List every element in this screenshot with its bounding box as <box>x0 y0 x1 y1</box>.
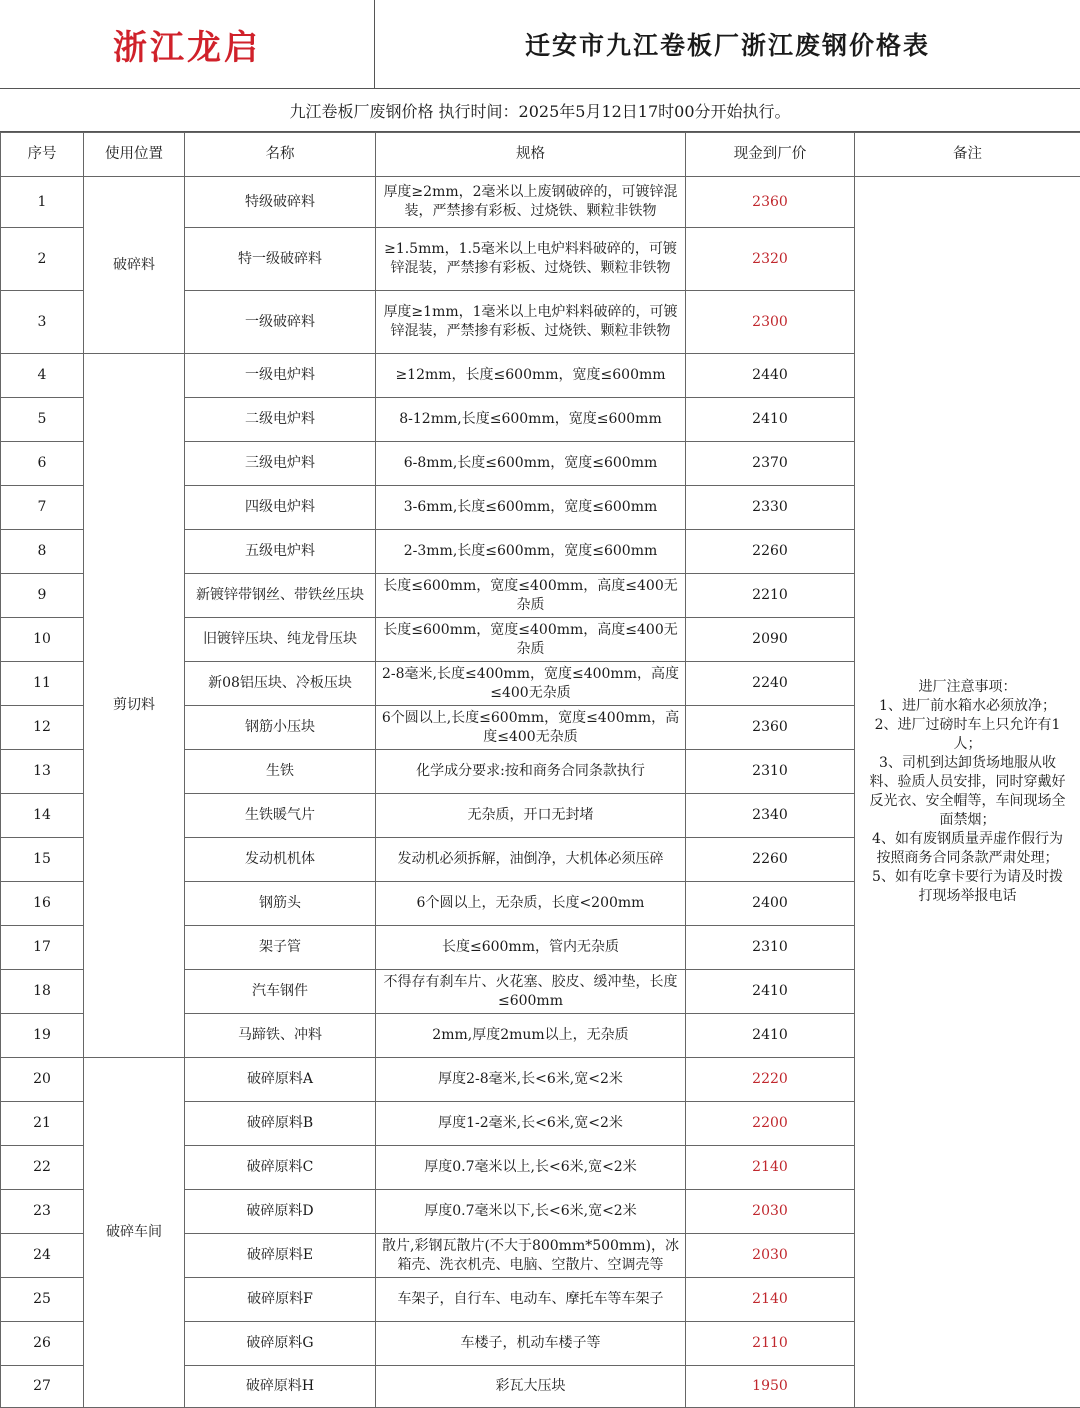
item-name: 生铁 <box>185 750 376 794</box>
item-price: 2030 <box>686 1234 855 1278</box>
item-spec: 6个圆以上,长度≤600mm，宽度≤400mm，高度≤400无杂质 <box>376 706 686 750</box>
item-spec: 长度≤600mm，宽度≤400mm，高度≤400无杂质 <box>376 574 686 618</box>
table-row <box>1 177 1080 228</box>
column-header-price: 现金到厂价 <box>686 133 855 177</box>
item-price: 2340 <box>686 794 855 838</box>
row-index: 7 <box>1 486 84 530</box>
item-name: 旧镀锌压块、纯龙骨压块 <box>185 618 376 662</box>
row-index: 5 <box>1 398 84 442</box>
item-spec: 2mm,厚度2mum以上，无杂质 <box>376 1014 686 1058</box>
note-item: 4、如有废钢质量弄虚作假行为按照商务合同条款严肃处理； <box>869 830 1066 868</box>
column-header-spec: 规格 <box>376 133 686 177</box>
row-index: 27 <box>1 1366 84 1408</box>
item-price: 2220 <box>686 1058 855 1102</box>
item-spec: 无杂质，开口无封堵 <box>376 794 686 838</box>
item-price: 2410 <box>686 970 855 1014</box>
item-name: 破碎原料A <box>185 1058 376 1102</box>
item-name: 破碎原料E <box>185 1234 376 1278</box>
item-name: 破碎原料B <box>185 1102 376 1146</box>
table-body <box>1 177 1080 1408</box>
item-spec: 3-6mm,长度≤600mm，宽度≤600mm <box>376 486 686 530</box>
brand-logo-text: 浙江龙启 <box>0 0 375 88</box>
item-name: 破碎原料G <box>185 1322 376 1366</box>
item-price: 2360 <box>686 706 855 750</box>
item-spec: 发动机必须拆解，油倒净，大机体必须压碎 <box>376 838 686 882</box>
item-name: 破碎原料H <box>185 1366 376 1408</box>
row-index: 14 <box>1 794 84 838</box>
item-spec: 6-8mm,长度≤600mm，宽度≤600mm <box>376 442 686 486</box>
item-name: 一级电炉料 <box>185 354 376 398</box>
item-name: 破碎原料D <box>185 1190 376 1234</box>
column-header-index: 序号 <box>1 133 84 177</box>
row-index: 17 <box>1 926 84 970</box>
execution-time-line: 九江卷板厂废钢价格 执行时间：2025年5月12日17时00分开始执行。 <box>0 89 1080 132</box>
item-price: 2370 <box>686 442 855 486</box>
note-item: 1、进厂前水箱水必须放净； <box>869 697 1066 716</box>
item-spec: 厚度0.7毫米以下,长<6米,宽<2米 <box>376 1190 686 1234</box>
row-index: 26 <box>1 1322 84 1366</box>
item-spec: 8-12mm,长度≤600mm，宽度≤600mm <box>376 398 686 442</box>
item-price: 2440 <box>686 354 855 398</box>
row-index: 9 <box>1 574 84 618</box>
item-price: 2090 <box>686 618 855 662</box>
item-name: 发动机机体 <box>185 838 376 882</box>
note-item: 2、进厂过磅时车上只允许有1人； <box>869 716 1066 754</box>
item-spec: 厚度2-8毫米,长<6米,宽<2米 <box>376 1058 686 1102</box>
row-index: 4 <box>1 354 84 398</box>
location-group: 破碎车间 <box>84 1058 185 1408</box>
item-spec: ≥1.5mm，1.5毫米以上电炉料料破碎的，可镀锌混装，严禁掺有彩板、过烧铁、颗粒非铁物 <box>376 228 686 291</box>
location-group: 破碎料 <box>84 177 185 354</box>
item-spec: 长度≤600mm，管内无杂质 <box>376 926 686 970</box>
item-spec: 车架子，自行车、电动车、摩托车等车架子 <box>376 1278 686 1322</box>
row-index: 23 <box>1 1190 84 1234</box>
item-name: 三级电炉料 <box>185 442 376 486</box>
item-price: 2260 <box>686 838 855 882</box>
item-price: 2310 <box>686 926 855 970</box>
item-price: 2110 <box>686 1322 855 1366</box>
row-index: 8 <box>1 530 84 574</box>
notes-cell <box>855 177 1080 1408</box>
item-spec: 车楼子，机动车楼子等 <box>376 1322 686 1366</box>
page-title: 迁安市九江卷板厂浙江废钢价格表 <box>375 0 1080 88</box>
row-index: 11 <box>1 662 84 706</box>
row-index: 20 <box>1 1058 84 1102</box>
row-index: 12 <box>1 706 84 750</box>
item-spec: 厚度0.7毫米以上,长<6米,宽<2米 <box>376 1146 686 1190</box>
item-spec: 厚度≥1mm，1毫米以上电炉料料破碎的，可镀锌混装，严禁掺有彩板、过烧铁、颗粒非铁物 <box>376 291 686 354</box>
item-price: 2140 <box>686 1146 855 1190</box>
row-index: 10 <box>1 618 84 662</box>
notes-heading: 进厂注意事项： <box>869 678 1066 697</box>
row-index: 22 <box>1 1146 84 1190</box>
row-index: 3 <box>1 291 84 354</box>
item-name: 新镀锌带钢丝、带铁丝压块 <box>185 574 376 618</box>
item-name: 钢筋头 <box>185 882 376 926</box>
item-price: 2410 <box>686 398 855 442</box>
note-item: 3、司机到达卸货场地服从收料、验质人员安排，同时穿戴好反光衣、安全帽等，车间现场全面禁烟； <box>869 754 1066 830</box>
item-price: 2360 <box>686 177 855 228</box>
row-index: 16 <box>1 882 84 926</box>
item-spec: ≥12mm，长度≤600mm，宽度≤600mm <box>376 354 686 398</box>
item-spec: 厚度1-2毫米,长<6米,宽<2米 <box>376 1102 686 1146</box>
item-name: 汽车钢件 <box>185 970 376 1014</box>
item-spec: 长度≤600mm，宽度≤400mm，高度≤400无杂质 <box>376 618 686 662</box>
row-index: 19 <box>1 1014 84 1058</box>
sheet-header <box>0 0 1080 89</box>
column-header-name: 名称 <box>185 133 376 177</box>
item-name: 破碎原料F <box>185 1278 376 1322</box>
row-index: 2 <box>1 228 84 291</box>
item-name: 钢筋小压块 <box>185 706 376 750</box>
item-price: 2400 <box>686 882 855 926</box>
row-index: 25 <box>1 1278 84 1322</box>
item-price: 2260 <box>686 530 855 574</box>
item-spec: 散片,彩钢瓦散片(不大于800mm*500mm)，冰箱壳、洗衣机壳、电脑、空散片、空调壳等 <box>376 1234 686 1278</box>
item-spec: 不得存有刹车片、火花塞、胶皮、缓冲垫，长度≤600mm <box>376 970 686 1014</box>
item-price: 2300 <box>686 291 855 354</box>
item-spec: 2-3mm,长度≤600mm，宽度≤600mm <box>376 530 686 574</box>
item-name: 五级电炉料 <box>185 530 376 574</box>
row-index: 6 <box>1 442 84 486</box>
row-index: 18 <box>1 970 84 1014</box>
note-item: 5、如有吃拿卡要行为请及时拨打现场举报电话 <box>869 868 1066 906</box>
item-price: 2310 <box>686 750 855 794</box>
item-spec: 厚度≥2mm，2毫米以上废钢破碎的，可镀锌混装，严禁掺有彩板、过烧铁、颗粒非铁物 <box>376 177 686 228</box>
row-index: 15 <box>1 838 84 882</box>
item-name: 特级破碎料 <box>185 177 376 228</box>
table-header-row <box>1 133 1080 177</box>
column-header-location: 使用位置 <box>84 133 185 177</box>
item-price: 2320 <box>686 228 855 291</box>
item-price: 2030 <box>686 1190 855 1234</box>
item-name: 破碎原料C <box>185 1146 376 1190</box>
row-index: 13 <box>1 750 84 794</box>
item-name: 四级电炉料 <box>185 486 376 530</box>
row-index: 1 <box>1 177 84 228</box>
column-header-note: 备注 <box>855 133 1080 177</box>
item-name: 生铁暖气片 <box>185 794 376 838</box>
item-name: 一级破碎料 <box>185 291 376 354</box>
item-price: 2330 <box>686 486 855 530</box>
item-price: 1950 <box>686 1366 855 1408</box>
item-spec: 彩瓦大压块 <box>376 1366 686 1408</box>
item-name: 架子管 <box>185 926 376 970</box>
item-spec: 化学成分要求:按和商务合同条款执行 <box>376 750 686 794</box>
item-spec: 6个圆以上，无杂质，长度<200mm <box>376 882 686 926</box>
item-price: 2410 <box>686 1014 855 1058</box>
item-name: 二级电炉料 <box>185 398 376 442</box>
item-name: 特一级破碎料 <box>185 228 376 291</box>
location-group: 剪切料 <box>84 354 185 1058</box>
row-index: 24 <box>1 1234 84 1278</box>
item-name: 新08铝压块、冷板压块 <box>185 662 376 706</box>
item-price: 2240 <box>686 662 855 706</box>
item-name: 马蹄铁、冲料 <box>185 1014 376 1058</box>
item-price: 2210 <box>686 574 855 618</box>
item-price: 2140 <box>686 1278 855 1322</box>
item-spec: 2-8毫米,长度≤400mm，宽度≤400mm，高度≤400无杂质 <box>376 662 686 706</box>
row-index: 21 <box>1 1102 84 1146</box>
price-table <box>0 132 1080 1408</box>
item-price: 2200 <box>686 1102 855 1146</box>
